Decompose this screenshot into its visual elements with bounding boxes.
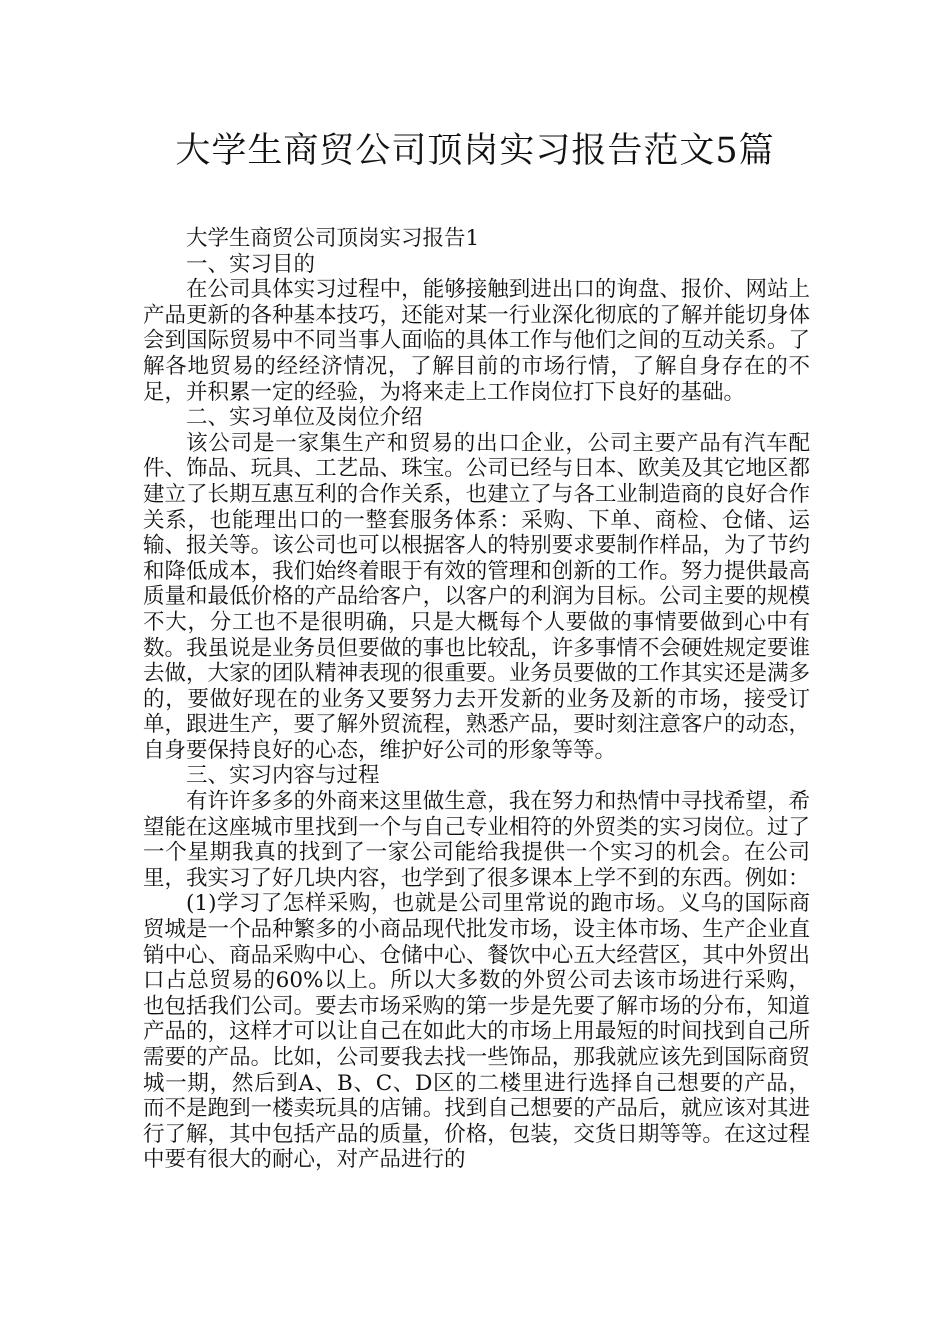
paragraph-content-intro: 有许许多多的外商来这里做生意，我在努力和热情中寻找希望，希望能在这座城市里找到一个与自己专业相符的外贸类的实习岗位。过了一个星期我真的找到了一家公司能给我提供一个实习的机会。在公司里，我实习了好几块内容，也学到了很多课本上学不到的东西。例如： bbox=[143, 789, 810, 891]
document-title: 大学生商贸公司顶岗实习报告范文5篇 bbox=[175, 131, 775, 171]
report-heading: 大学生商贸公司顶岗实习报告1 bbox=[186, 226, 480, 251]
section-heading-company: 二、实习单位及岗位介绍 bbox=[186, 405, 423, 431]
paragraph-content-purchasing: (1)学习了怎样采购，也就是公司里常说的跑市场。义乌的国际商贸城是一个品种繁多的小商品现代批发市场，设主体市场、生产企业直销中心、商品采购中心、仓储中心、餐饮中心五大经营区，其中外贸出口占总贸易的60%以上。所以大多数的外贸公司去该市场进行采购，也包括我们公司。要去市场采购的第一步是先要了解市场的分布，知道产品的，这样才可以让自己在如此大的市场上用最短的时间找到自己所需要的产品。比如，公司要我去找一些饰品，那我就应该先到国际商贸城一期，然后到A、B、C、D区的二楼里进行选择自己想要的产品，而不是跑到一楼卖玩具的店铺。找到自己想要的产品后，就应该对其进行了解，其中包括产品的质量，价格，包装，交货日期等等。在这过程中要有很大的耐心，对产品进行的 bbox=[143, 891, 810, 1173]
document-body bbox=[143, 226, 810, 1173]
paragraph-company: 该公司是一家集生产和贸易的出口企业，公司主要产品有汽车配件、饰品、玩具、工艺品、珠宝。公司已经与日本、欧美及其它地区都建立了长期互惠互利的合作关系，也建立了与各工业制造商的良好合作关系，也能理出口的一整套服务体系：采购、下单、商检、仓储、运输、报关等。该公司也可以根据客人的特别要求要制作样品，为了节约和降低成本，我们始终着眼于有效的管理和创新的工作。努力提供最高质量和最低价格的产品给客户，以客户的利润为目标。公司主要的规模不大，分工也不是很明确，只是大概每个人要做的事情要做到心中有数。我虽说是业务员但要做的事也比较乱，许多事情不会硬姓规定要谁去做，大家的团队精神表现的很重要。业务员要做的工作其实还是满多的，要做好现在的业务又要努力去开发新的业务及新的市场，接受订单，跟进生产，要了解外贸流程，熟悉产品，要时刻注意客户的动态，自身要保持良好的心态，维护好公司的形象等等。 bbox=[143, 430, 810, 763]
paragraph-purpose: 在公司具体实习过程中，能够接触到进出口的询盘、报价、网站上产品更新的各种基本技巧，还能对某一行业深化彻底的了解并能切身体会到国际贸易中不同当事人面临的具体工作与他们之间的互动关系。了解各地贸易的经经济情况，了解目前的市场行情，了解自身存在的不足，并积累一定的经验，为将来走上工作岗位打下良好的基础。 bbox=[143, 277, 810, 405]
section-heading-content: 三、实习内容与过程 bbox=[186, 763, 380, 789]
section-heading-purpose: 一、实习目的 bbox=[186, 251, 316, 277]
